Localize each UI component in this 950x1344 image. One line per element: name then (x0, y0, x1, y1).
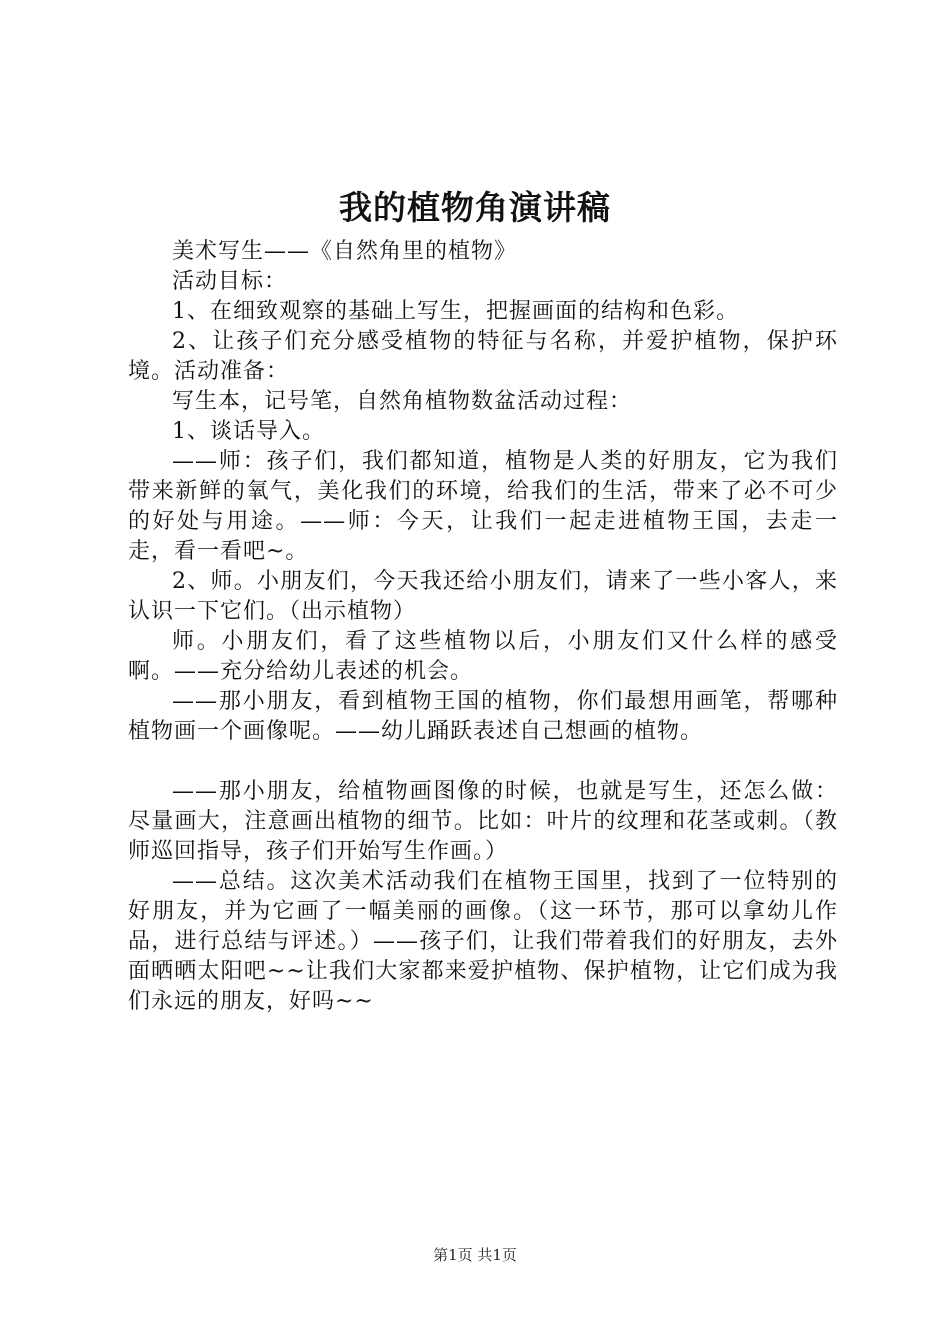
paragraph: 活动目标： (172, 269, 288, 294)
paragraph: 2、师。小朋友们，今天我还给小朋友们，请来了一些小客人，来认识一下它们。（出示植物） (128, 569, 838, 624)
paragraph-spacer (128, 747, 838, 777)
paragraph: 2、让孩子们充分感受植物的特征与名称，并爱护植物，保护环境。活动准备： (128, 329, 838, 384)
document-title: 我的植物角演讲稿 (339, 188, 611, 227)
paragraph: 1、谈话导入。 (172, 419, 325, 444)
paragraph: ——那小朋友，看到植物王国的植物，你们最想用画笔，帮哪种植物画一个画像呢。——幼儿踊跃表述自己想画的植物。 (128, 689, 838, 744)
page-footer: 第1页 共1页 (433, 1246, 517, 1264)
paragraph: 写生本，记号笔，自然角植物数盆活动过程： (172, 389, 633, 414)
paragraph: ——总结。这次美术活动我们在植物王国里，找到了一位特别的好朋友，并为它画了一幅美丽的画像。（这一环节，那可以拿幼儿作品，进行总结与评述。）——孩子们，让我们带着我们的好朋友，去外面晒晒太阳吧~~让我们大家都来爱护植物、保护植物，让它们成为我们永远的朋友，好吗~~ (128, 869, 838, 1014)
paragraph: 美术写生——《自然角里的植物》 (172, 239, 518, 264)
document-body (128, 237, 838, 1017)
paragraph: ——师：孩子们，我们都知道，植物是人类的好朋友，它为我们带来新鲜的氧气，美化我们的环境，给我们的生活，带来了必不可少的好处与用途。——师：今天，让我们一起走进植物王国，去走一走，看一看吧~。 (128, 449, 838, 564)
paragraph: ——那小朋友，给植物画图像的时候，也就是写生，还怎么做：尽量画大，注意画出植物的细节。比如：叶片的纹理和花茎或刺。（教师巡回指导，孩子们开始写生作画。） (128, 779, 838, 864)
paragraph: 师。小朋友们，看了这些植物以后，小朋友们又什么样的感受啊。——充分给幼儿表述的机会。 (128, 629, 838, 684)
paragraph: 1、在细致观察的基础上写生，把握画面的结构和色彩。 (172, 299, 739, 324)
